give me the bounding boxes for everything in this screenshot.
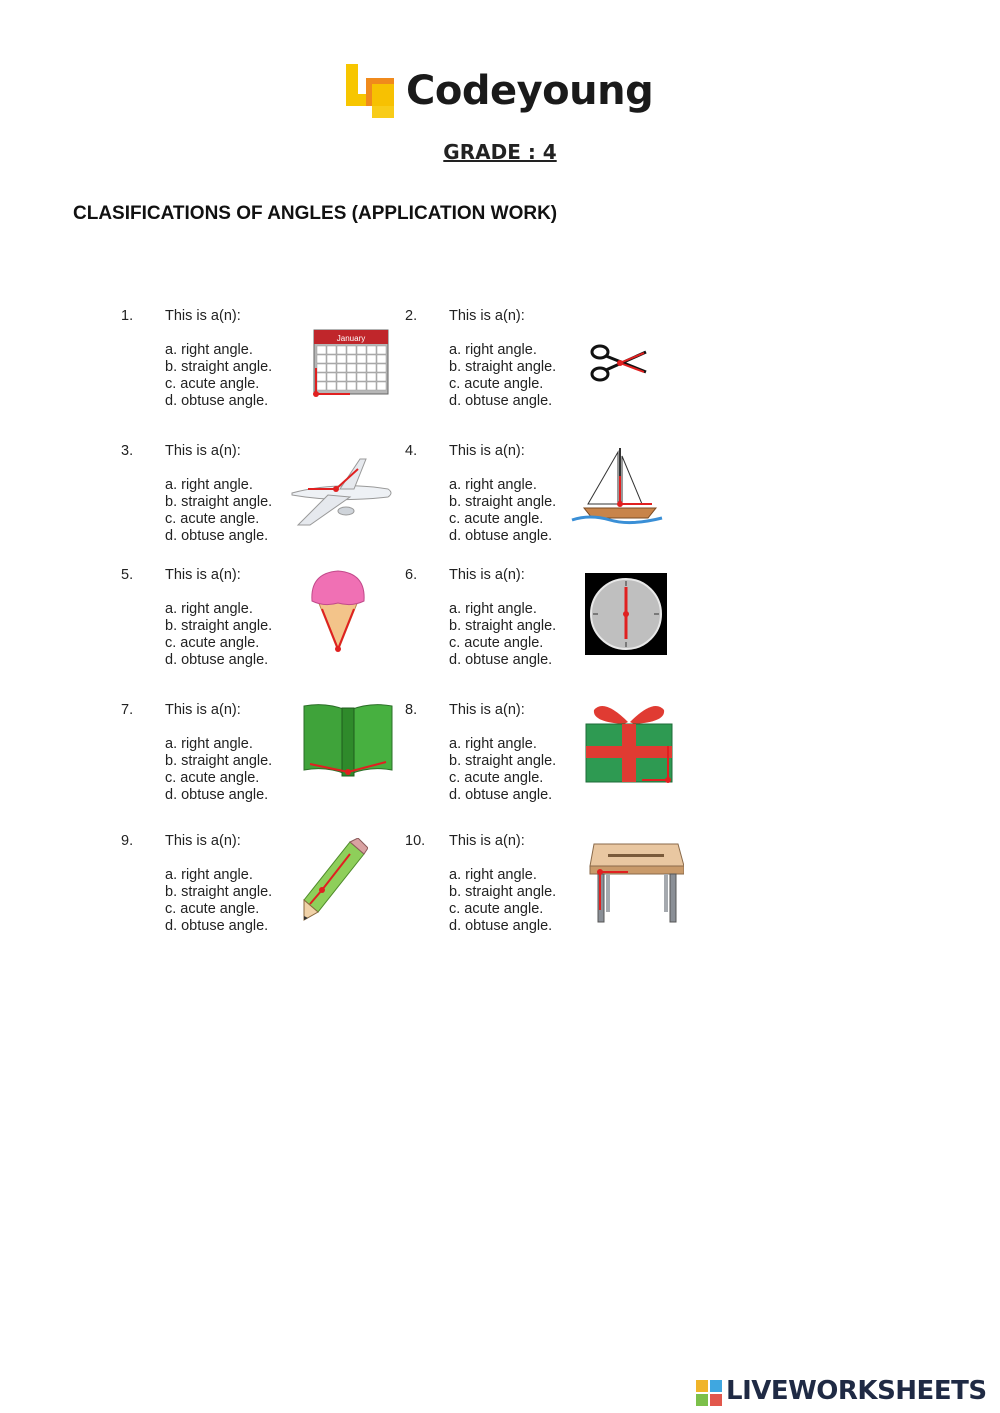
option-b[interactable]: b. straight angle. <box>449 753 557 769</box>
option-d[interactable]: d. obtuse angle. <box>165 528 269 544</box>
book-icon <box>300 700 396 780</box>
option-a[interactable]: a. right angle. <box>449 736 537 752</box>
brand-name: Codeyoung <box>406 68 654 114</box>
question-prompt: This is a(n): <box>165 443 241 459</box>
question-prompt: This is a(n): <box>449 308 525 324</box>
scissors-icon <box>590 342 650 384</box>
question-number: 3. <box>121 443 134 459</box>
option-c[interactable]: c. acute angle. <box>449 635 544 651</box>
option-d[interactable]: d. obtuse angle. <box>449 652 553 668</box>
question-prompt: This is a(n): <box>449 567 525 583</box>
clock-icon <box>585 573 667 655</box>
question-prompt: This is a(n): <box>165 567 241 583</box>
question-prompt: This is a(n): <box>165 702 241 718</box>
liveworksheets-brand: LIVEWORKSHEETS <box>726 1376 987 1406</box>
option-d[interactable]: d. obtuse angle. <box>449 528 553 544</box>
question-number: 7. <box>121 702 134 718</box>
option-c[interactable]: c. acute angle. <box>165 901 260 917</box>
question-number: 9. <box>121 833 134 849</box>
sailboat-icon <box>570 446 664 528</box>
option-b[interactable]: b. straight angle. <box>165 753 273 769</box>
calendar-month: January <box>336 334 366 343</box>
option-a[interactable]: a. right angle. <box>165 736 253 752</box>
option-a[interactable]: a. right angle. <box>449 342 537 358</box>
option-c[interactable]: c. acute angle. <box>165 635 260 651</box>
question-number: 1. <box>121 308 134 324</box>
option-b[interactable]: b. straight angle. <box>165 359 273 375</box>
option-d[interactable]: d. obtuse angle. <box>165 787 269 803</box>
question-number: 6. <box>405 567 418 583</box>
option-d[interactable]: d. obtuse angle. <box>449 787 553 803</box>
question-prompt: This is a(n): <box>449 702 525 718</box>
codeyoung-logo-icon <box>344 60 404 124</box>
option-b[interactable]: b. straight angle. <box>165 884 273 900</box>
option-c[interactable]: c. acute angle. <box>449 511 544 527</box>
option-a[interactable]: a. right angle. <box>449 867 537 883</box>
question-prompt: This is a(n): <box>449 443 525 459</box>
option-a[interactable]: a. right angle. <box>165 867 253 883</box>
option-c[interactable]: c. acute angle. <box>165 376 260 392</box>
option-b[interactable]: b. straight angle. <box>449 359 557 375</box>
option-b[interactable]: b. straight angle. <box>165 618 273 634</box>
question-prompt: This is a(n): <box>449 833 525 849</box>
option-b[interactable]: b. straight angle. <box>449 494 557 510</box>
codeyoung-logo <box>344 60 664 124</box>
grade-heading: GRADE : 4 <box>443 140 557 164</box>
option-d[interactable]: d. obtuse angle. <box>449 918 553 934</box>
question-number: 8. <box>405 702 418 718</box>
pencil-icon <box>300 838 368 924</box>
ice-cream-icon <box>308 567 368 657</box>
gift-icon <box>584 700 674 786</box>
option-a[interactable]: a. right angle. <box>165 477 253 493</box>
question-number: 4. <box>405 443 418 459</box>
question-prompt: This is a(n): <box>165 308 241 324</box>
option-a[interactable]: a. right angle. <box>449 601 537 617</box>
airplane-icon <box>288 455 396 529</box>
option-a[interactable]: a. right angle. <box>165 601 253 617</box>
option-a[interactable]: a. right angle. <box>449 477 537 493</box>
option-b[interactable]: b. straight angle. <box>449 884 557 900</box>
option-a[interactable]: a. right angle. <box>165 342 253 358</box>
question-number: 5. <box>121 567 134 583</box>
option-b[interactable]: b. straight angle. <box>449 618 557 634</box>
option-c[interactable]: c. acute angle. <box>165 770 260 786</box>
option-c[interactable]: c. acute angle. <box>449 376 544 392</box>
worksheet-title: CLASIFICATIONS OF ANGLES (APPLICATION WORK) <box>73 203 558 224</box>
option-c[interactable]: c. acute angle. <box>449 770 544 786</box>
option-b[interactable]: b. straight angle. <box>165 494 273 510</box>
option-c[interactable]: c. acute angle. <box>449 901 544 917</box>
liveworksheets-icon <box>696 1380 722 1406</box>
option-d[interactable]: d. obtuse angle. <box>449 393 553 409</box>
calendar-icon <box>312 326 390 398</box>
question-number: 2. <box>405 308 418 324</box>
question-prompt: This is a(n): <box>165 833 241 849</box>
option-d[interactable]: d. obtuse angle. <box>165 652 269 668</box>
question-number: 10. <box>405 833 426 849</box>
option-d[interactable]: d. obtuse angle. <box>165 918 269 934</box>
option-d[interactable]: d. obtuse angle. <box>165 393 269 409</box>
option-c[interactable]: c. acute angle. <box>165 511 260 527</box>
desk-icon <box>588 840 684 926</box>
